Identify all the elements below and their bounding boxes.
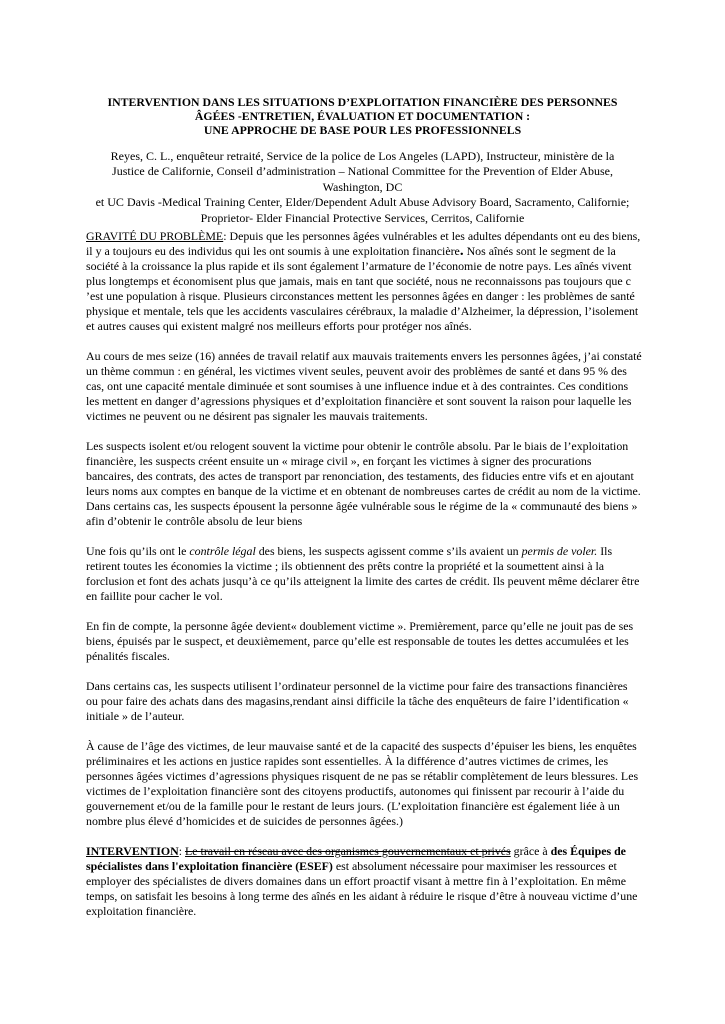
title-line-3: UNE APPROCHE DE BASE POUR LES PROFESSIONNELS [203, 123, 522, 137]
paragraph-text: Ils retirent toutes les économies la victime ; ils obtiennent des prêts contre la propriété et la soumettent ainsi à la forclusion et font des achats jusqu’à ce qu’ils atteignent la limite des cartes de crédit. Ils peuvent même déclarer être en faillite pour cacher le vol. [86, 544, 640, 603]
document-body [86, 229, 642, 934]
author-affiliations [60, 149, 665, 226]
paragraph-doublement-victime: En fin de compte, la personne âgée devient« doublement victime ». Premièrement, parce qu’elle ne jouit pas de ses biens, épuisés par le suspect, et deuxièmement, parce qu’elle est responsable de toutes les dettes accumulées et les pénalités fiscales. [86, 619, 634, 663]
paragraph-text: . [459, 243, 464, 259]
author-line-3: Washington, DC [322, 179, 403, 194]
paragraph-text: Une fois qu’ils ont le [86, 544, 190, 558]
paragraph-ordinateur: Dans certains cas, les suspects utilisent l’ordinateur personnel de la victime pour faire des transactions financières ou pour faire des achats dans des magasins,rendant ainsi difficile la tâche des enquêteurs de faire l’identification « initiale » de l’auteur. [86, 679, 629, 723]
paragraph-text: grâce à [510, 844, 551, 858]
section-heading-intervention: INTERVENTION [86, 844, 179, 858]
author-line-5: Proprietor- Elder Financial Protective Services, Cerritos, Californie [200, 210, 525, 225]
paragraph-text: Nos aînés sont le segment de la société à la croissance la plus rapide et ils sont également l’armature de l’économie de notre pays. Les aînés vivent plus longtemps et économisent plus que jamais, mais en tant que société, nous ne reconnaissons pas toujours que c ’est une population à risque. Plusieurs circonstances mettent les personnes âgées en danger : les problèmes de santé physique et mentale, tels que les accidents vasculaires cérébraux, la maladie d’Alzheimer, la dépression, l’isolement et autres causes qui existent malgré nos meilleurs efforts pour protéger nos aînés. [86, 244, 639, 333]
paragraph-themes: Au cours de mes seize (16) années de travail relatif aux mauvais traitements envers les personnes âgées, j’ai constaté un thème commun : en général, les victimes vivent seules, peuvent avoir des problèmes de santé et dans 95 % des cas, ont une capacité mentale diminuée et sont soumises à une influence indue et à des contraintes. Ces conditions les mettent en danger d’agressions physiques et d’exploitation financière et sont souvent la raison pour laquelle les victimes ne peuvent ou ne désirent pas signaler les mauvais traitements. [86, 349, 642, 423]
paragraph-text: est absolument nécessaire pour maximiser les ressources et employer des spécialistes de divers domaines dans un effort proactif visant à mettre fin à l’exploitation. En même temps, on satisfait les besoins à long terme des aînés en les aidant à réduire le risque d’être à nouveau victime d’une exploitation financière. [86, 859, 638, 918]
section-heading-gravite: GRAVITÉ DU PROBLÈME [86, 229, 224, 243]
author-line-4: et UC Davis -Medical Training Center, Elder/Dependent Adult Abuse Advisory Board, Sacramento, Californie; [95, 195, 630, 210]
title-line-1: INTERVENTION DANS LES SITUATIONS D’EXPLOITATION FINANCIÈRE DES PERSONNES [107, 95, 618, 109]
paragraph-text: : [178, 844, 186, 858]
paragraph-age-victimes: À cause de l’âge des victimes, de leur mauvaise santé et de la capacité des suspects d’épuiser les biens, les enquêtes préliminaires et les actions en justice rapides sont essentielles. À la différence d’autres victimes de crimes, les personnes âgées victimes d’agressions physiques risquent de ne pas se rétablir complètement de leurs blessures. Les victimes de l’exploitation financière sont des citoyens productifs, autonomes qui finissent par recourir à l’aide du gouvernement et/ou de la famille pour le restant de leurs jours. (L’exploitation financière est également liée à un nombre plus élevé d’homicides et de suicides de personnes âgées.) [86, 739, 639, 828]
author-line-2: Justice de Californie, Conseil d’administration – National Committee for the Prevention of Elder Abuse, [112, 164, 613, 179]
paragraph-intervention [86, 844, 642, 919]
author-line-1: Reyes, C. L., enquêteur retraité, Service de la police de Los Angeles (LAPD), Instructeur, ministère de la [110, 149, 615, 163]
italic-text: contrôle légal [189, 544, 256, 558]
paragraph-text: : Depuis que les personnes âgées vulnérables et les adultes dépendants ont eu des biens, il y a toujours eu des individus qui les ont soumis à une exploitation financière [86, 229, 641, 258]
bold-text: des Équipes de spécialistes dans l'exploitation financière (ESEF) [86, 844, 626, 873]
title-line-2: ÂGÉES -ENTRETIEN, ÉVALUATION ET DOCUMENTATION : [194, 109, 531, 123]
italic-text: permis de voler. [521, 544, 598, 558]
paragraph-controle [86, 544, 642, 604]
paragraph-suspects: Les suspects isolent et/ou relogent souvent la victime pour obtenir le contrôle absolu. Par le biais de l’exploitation financière, les suspects créent ensuite un « mirage civil », en forçant les victimes à signer des procurations bancaires, des contrats, des actes de transport par renonciation, des testaments, des fiducies entre vifs et en ajoutant leurs noms aux comptes en banque de la victime et en obtenant de nombreuses cartes de crédit au nom de la victime. Dans certains cas, les suspects épousent la personne âgée vulnérable sous le régime de la « communauté des biens » afin d’obtenir le contrôle absolu de leur biens [86, 439, 641, 528]
struck-text: Le travail en réseau avec des organismes gouvernementaux et privés [185, 844, 511, 858]
paragraph-gravite [86, 229, 642, 334]
document-title [60, 95, 665, 137]
paragraph-text: des biens, les suspects agissent comme s’ils avaient un [255, 544, 522, 558]
